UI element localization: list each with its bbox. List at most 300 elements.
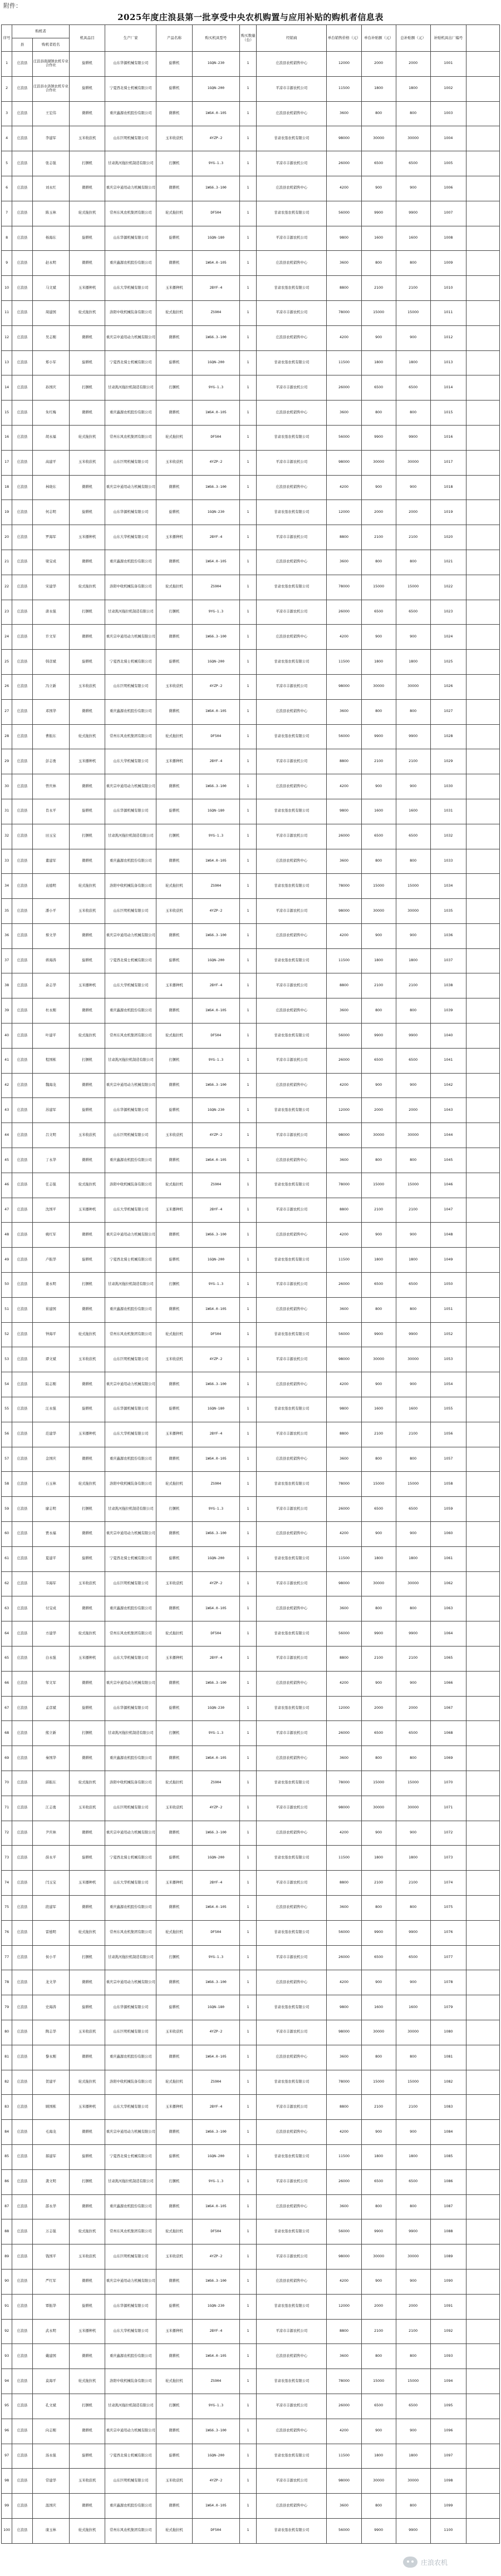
cell-dealer: 平凉市丰源农机公司	[257, 1048, 327, 1073]
cell-seq: 67	[2, 1696, 12, 1721]
cell-dealer: 甘肃农垦农机有限公司	[257, 1920, 327, 1945]
cell-buyer-name: 王宏伟	[32, 101, 69, 126]
cell-seq: 65	[2, 1647, 12, 1672]
cell-total-subsidy: 30000	[396, 1571, 430, 1596]
cell-blank	[466, 1522, 499, 1547]
cell-product-name: 打捆机	[156, 1721, 192, 1746]
cell-total-subsidy: 900	[396, 1821, 430, 1846]
cell-seq: 13	[2, 350, 12, 375]
cell-machine-category: 微耕机	[70, 1970, 105, 1995]
cell-total-subsidy: 1600	[396, 1995, 430, 2020]
cell-dealer: 平凉市丰源农机公司	[257, 1571, 327, 1596]
table-row	[2, 1945, 500, 1970]
cell-manufacturer: 山东华源机械有限公司	[105, 2294, 156, 2319]
cell-blank	[466, 101, 499, 126]
cell-dealer: 平凉市丰源农机公司	[257, 76, 327, 101]
cell-subsidy: 800	[361, 251, 396, 276]
cell-buyer-name: 廖志明	[32, 1497, 69, 1522]
cell-buyer-name: 孔文斌	[32, 2394, 69, 2419]
table-row	[2, 2319, 500, 2344]
table-row	[2, 923, 500, 948]
cell-product-name: 微耕机	[156, 1447, 192, 1472]
cell-blank	[466, 1472, 499, 1497]
cell-blank	[466, 1397, 499, 1422]
cell-subsidy: 6500	[361, 2169, 396, 2194]
cell-machine-category: 轮式拖拉机	[70, 300, 105, 325]
cell-machine-category: 轮式拖拉机	[70, 2070, 105, 2095]
cell-county: 庄浪县	[12, 973, 32, 998]
cell-seq: 38	[2, 973, 12, 998]
cell-seq: 79	[2, 1995, 12, 2020]
cell-dealer: 庄浪县农机销售中心	[257, 699, 327, 724]
cell-buyer-name: 黎永刚	[32, 2045, 69, 2070]
cell-model: 2BYF-4	[192, 1198, 240, 1223]
cell-dealer: 平凉市丰源农机公司	[257, 1198, 327, 1223]
cell-model: 2BYF-4	[192, 525, 240, 550]
cell-county: 庄浪县	[12, 1746, 32, 1771]
cell-product-name: 微耕机	[156, 625, 192, 650]
cell-model: 1GQN-200	[192, 2144, 240, 2169]
cell-dealer: 庄浪县农机销售中心	[257, 550, 327, 575]
cell-manufacturer: 重庆鑫源农机股份有限公司	[105, 251, 156, 276]
cell-machine-category: 打捆机	[70, 2169, 105, 2194]
cell-manufacturer: 洛阳中收机械装备有限公司	[105, 874, 156, 899]
cell-product-name: 旋耕机	[156, 76, 192, 101]
cell-machine-category: 轮式拖拉机	[70, 1472, 105, 1497]
cell-subsidy: 30000	[361, 1796, 396, 1821]
cell-factory-no: 1028	[430, 724, 466, 749]
cell-county: 庄浪县	[12, 1647, 32, 1672]
cell-subsidy: 15000	[361, 874, 396, 899]
cell-product-name: 轮式拖拉机	[156, 201, 192, 226]
cell-seq: 56	[2, 1422, 12, 1447]
cell-buyer-name: 林晓东	[32, 475, 69, 500]
cell-product-name: 玉米收获机	[156, 2244, 192, 2270]
cell-factory-no: 1032	[430, 824, 466, 849]
cell-blank	[466, 176, 499, 201]
cell-dealer: 甘肃农垦农机有限公司	[257, 650, 327, 675]
cell-model: DF504	[192, 724, 240, 749]
cell-product-name: 微耕机	[156, 251, 192, 276]
cell-qty: 1	[240, 425, 257, 450]
cell-machine-category: 轮式拖拉机	[70, 2518, 105, 2543]
cell-manufacturer: 重庆鑫源农机股份有限公司	[105, 2494, 156, 2519]
cell-county: 庄浪县	[12, 824, 32, 849]
cell-factory-no: 1013	[430, 350, 466, 375]
cell-total-subsidy: 800	[396, 849, 430, 874]
cell-buyer-name: 胡永福	[32, 425, 69, 450]
cell-county: 庄浪县	[12, 923, 32, 948]
cell-dealer: 甘肃农垦农机有限公司	[257, 2070, 327, 2095]
cell-machine-category: 微耕机	[70, 1746, 105, 1771]
cell-qty: 1	[240, 2169, 257, 2194]
cell-unit-price: 12000	[327, 500, 361, 525]
cell-subsidy: 2000	[361, 2294, 396, 2319]
cell-blank	[466, 2319, 499, 2344]
cell-product-name: 旋耕机	[156, 500, 192, 525]
cell-seq: 53	[2, 1347, 12, 1372]
cell-unit-price: 4200	[327, 1522, 361, 1547]
cell-factory-no: 1090	[430, 2269, 466, 2294]
table-row	[2, 1497, 500, 1522]
cell-blank	[466, 1447, 499, 1472]
table-row	[2, 1372, 500, 1397]
cell-subsidy: 1600	[361, 799, 396, 824]
cell-machine-category: 微耕机	[70, 1447, 105, 1472]
cell-manufacturer: 重庆宗申通用动力机械有限公司	[105, 475, 156, 500]
cell-seq: 72	[2, 1821, 12, 1846]
cell-total-subsidy: 15000	[396, 300, 430, 325]
cell-county: 庄浪县	[12, 724, 32, 749]
cell-model: 1GQN-180	[192, 1397, 240, 1422]
cell-unit-price: 4200	[327, 475, 361, 500]
table-row	[2, 2020, 500, 2045]
table-row	[2, 76, 500, 101]
cell-county: 庄浪县	[12, 575, 32, 600]
cell-unit-price: 3600	[327, 1447, 361, 1472]
cell-product-name: 微耕机	[156, 2419, 192, 2444]
cell-factory-no: 1078	[430, 1970, 466, 1995]
cell-factory-no: 1079	[430, 1995, 466, 2020]
cell-county: 庄浪县	[12, 2294, 32, 2319]
cell-unit-price: 98000	[327, 1571, 361, 1596]
cell-model: 1WG6.3-100	[192, 1671, 240, 1696]
cell-qty: 1	[240, 201, 257, 226]
cell-factory-no: 1041	[430, 1048, 466, 1073]
cell-machine-category: 玉米收获机	[70, 2244, 105, 2270]
cell-model: 1GQN-180	[192, 1995, 240, 2020]
cell-dealer: 甘肃农垦农机有限公司	[257, 2294, 327, 2319]
cell-manufacturer: 重庆宗申通用动力机械有限公司	[105, 1970, 156, 1995]
cell-qty: 1	[240, 2219, 257, 2244]
cell-product-name: 旋耕机	[156, 52, 192, 77]
cell-buyer-name: 尹庆林	[32, 1821, 69, 1846]
cell-blank	[466, 1721, 499, 1746]
cell-machine-category: 微耕机	[70, 550, 105, 575]
header-qty: 购买数量（台）	[240, 25, 257, 52]
cell-manufacturer: 甘肃洮河拖拉机制造有限公司	[105, 151, 156, 176]
cell-product-name: 轮式拖拉机	[156, 1771, 192, 1796]
cell-unit-price: 4200	[327, 2120, 361, 2145]
cell-subsidy: 2100	[361, 973, 396, 998]
cell-model: 1WG6.3-100	[192, 774, 240, 799]
cell-model: 2BYF-4	[192, 2319, 240, 2344]
cell-qty: 1	[240, 2444, 257, 2469]
cell-model: 1WG6.3-100	[192, 1522, 240, 1547]
cell-unit-price: 98000	[327, 2244, 361, 2270]
cell-total-subsidy: 800	[396, 1895, 430, 1920]
cell-manufacturer: 重庆鑫源农机股份有限公司	[105, 101, 156, 126]
cell-dealer: 甘肃农垦农机有限公司	[257, 724, 327, 749]
cell-county: 庄浪县	[12, 251, 32, 276]
cell-unit-price: 8800	[327, 2319, 361, 2344]
cell-manufacturer: 重庆宗申通用动力机械有限公司	[105, 1671, 156, 1696]
cell-total-subsidy: 1800	[396, 1546, 430, 1571]
table-row	[2, 1347, 500, 1372]
cell-product-name: 轮式拖拉机	[156, 1920, 192, 1945]
cell-qty: 1	[240, 1522, 257, 1547]
cell-county: 庄浪县	[12, 899, 32, 924]
cell-county: 庄浪县	[12, 325, 32, 350]
cell-unit-price: 56000	[327, 1322, 361, 1347]
cell-total-subsidy: 900	[396, 2120, 430, 2145]
cell-unit-price: 11500	[327, 1546, 361, 1571]
cell-blank	[466, 1123, 499, 1148]
cell-factory-no: 1034	[430, 874, 466, 899]
cell-unit-price: 26000	[327, 824, 361, 849]
cell-model: 1WG4.0-105	[192, 1447, 240, 1472]
cell-county: 庄浪县	[12, 2494, 32, 2519]
cell-blank	[466, 2169, 499, 2194]
cell-total-subsidy: 800	[396, 1148, 430, 1173]
cell-factory-no: 1019	[430, 500, 466, 525]
cell-manufacturer: 山东大华机械有限公司	[105, 276, 156, 301]
cell-buyer-name: 马文斌	[32, 276, 69, 301]
table-row	[2, 575, 500, 600]
cell-subsidy: 900	[361, 1522, 396, 1547]
cell-factory-no: 1088	[430, 2219, 466, 2244]
table-row	[2, 1821, 500, 1846]
table-row	[2, 401, 500, 426]
cell-buyer-name: 叶建平	[32, 1024, 69, 1049]
cell-subsidy: 1800	[361, 2144, 396, 2169]
cell-machine-category: 玉米播种机	[70, 525, 105, 550]
cell-county: 庄浪县	[12, 2369, 32, 2394]
cell-county: 庄浪县	[12, 1347, 32, 1372]
cell-county: 庄浪县	[12, 2319, 32, 2344]
cell-subsidy: 1800	[361, 948, 396, 973]
cell-qty: 1	[240, 1198, 257, 1223]
cell-buyer-name: 付宝成	[32, 1596, 69, 1621]
table-row	[2, 1447, 500, 1472]
cell-seq: 27	[2, 699, 12, 724]
table-row	[2, 475, 500, 500]
cell-product-name: 旋耕机	[156, 226, 192, 251]
cell-county: 庄浪县	[12, 2518, 32, 2543]
cell-blank	[466, 126, 499, 151]
cell-model: 1GQN-200	[192, 1546, 240, 1571]
cell-unit-price: 11500	[327, 650, 361, 675]
cell-factory-no: 1054	[430, 1372, 466, 1397]
cell-machine-category: 玉米播种机	[70, 1422, 105, 1447]
cell-dealer: 庄浪县农机销售中心	[257, 52, 327, 77]
table-row	[2, 699, 500, 724]
cell-product-name: 旋耕机	[156, 948, 192, 973]
cell-factory-no: 1071	[430, 1796, 466, 1821]
cell-total-subsidy: 900	[396, 325, 430, 350]
cell-blank	[466, 76, 499, 101]
cell-unit-price: 56000	[327, 1920, 361, 1945]
cell-county: 庄浪县	[12, 2244, 32, 2270]
cell-buyer-name: 龙文华	[32, 1970, 69, 1995]
cell-total-subsidy: 9900	[396, 1920, 430, 1945]
cell-model: 2BYF-4	[192, 749, 240, 774]
cell-product-name: 微耕机	[156, 2194, 192, 2219]
cell-manufacturer: 山东华源机械有限公司	[105, 1696, 156, 1721]
cell-manufacturer: 常州东风农机集团有限公司	[105, 1322, 156, 1347]
cell-model: 1GQN-230	[192, 2294, 240, 2319]
cell-total-subsidy: 800	[396, 401, 430, 426]
cell-unit-price: 11500	[327, 1248, 361, 1273]
cell-model: 9YG-1.3	[192, 1721, 240, 1746]
cell-factory-no: 1075	[430, 1895, 466, 1920]
cell-qty: 1	[240, 2269, 257, 2294]
cell-buyer-name: 韦海军	[32, 1571, 69, 1596]
cell-buyer-name: 丁永华	[32, 1148, 69, 1173]
cell-qty: 1	[240, 1647, 257, 1672]
cell-factory-no: 1099	[430, 2494, 466, 2519]
cell-qty: 1	[240, 1721, 257, 1746]
cell-seq: 89	[2, 2244, 12, 2270]
cell-buyer-name: 顾国栋	[32, 2095, 69, 2120]
table-row	[2, 1198, 500, 1223]
cell-product-name: 微耕机	[156, 1223, 192, 1248]
cell-dealer: 平凉市丰源农机公司	[257, 2394, 327, 2419]
cell-manufacturer: 重庆鑫源农机股份有限公司	[105, 2344, 156, 2369]
cell-machine-category: 玉米播种机	[70, 749, 105, 774]
cell-dealer: 甘肃农垦农机有限公司	[257, 2444, 327, 2469]
cell-qty: 1	[240, 625, 257, 650]
table-row	[2, 1273, 500, 1298]
cell-dealer: 庄浪县农机销售中心	[257, 1746, 327, 1771]
cell-machine-category: 轮式拖拉机	[70, 874, 105, 899]
cell-model: 4YZP-2	[192, 1796, 240, 1821]
cell-dealer: 平凉市丰源农机公司	[257, 973, 327, 998]
cell-factory-no: 1017	[430, 450, 466, 475]
cell-machine-category: 微耕机	[70, 325, 105, 350]
cell-qty: 1	[240, 1347, 257, 1372]
cell-factory-no: 1095	[430, 2394, 466, 2419]
cell-machine-category: 轮式拖拉机	[70, 1771, 105, 1796]
cell-qty: 1	[240, 475, 257, 500]
cell-subsidy: 800	[361, 1895, 396, 1920]
cell-manufacturer: 洛阳中收机械装备有限公司	[105, 575, 156, 600]
cell-buyer-name: 崔建国	[32, 1297, 69, 1322]
table-row	[2, 1148, 500, 1173]
cell-model: 1WG4.0-105	[192, 699, 240, 724]
cell-blank	[466, 550, 499, 575]
cell-factory-no: 1073	[430, 1846, 466, 1871]
cell-qty: 1	[240, 375, 257, 401]
cell-machine-category: 微耕机	[70, 2344, 105, 2369]
cell-factory-no: 1026	[430, 674, 466, 699]
cell-manufacturer: 山东巨明机械有限公司	[105, 450, 156, 475]
cell-subsidy: 800	[361, 1746, 396, 1771]
cell-seq: 85	[2, 2144, 12, 2169]
cell-buyer-name: 熊立新	[32, 1721, 69, 1746]
header-product-name: 产品名称	[156, 25, 192, 52]
cell-model: 2BYF-4	[192, 276, 240, 301]
cell-seq: 91	[2, 2294, 12, 2319]
cell-dealer: 庄浪县农机销售中心	[257, 1148, 327, 1173]
cell-product-name: 轮式拖拉机	[156, 425, 192, 450]
cell-factory-no: 1038	[430, 973, 466, 998]
cell-qty: 1	[240, 1098, 257, 1123]
cell-model: 9YG-1.3	[192, 600, 240, 625]
cell-buyer-name: 常建华	[32, 2469, 69, 2494]
cell-subsidy: 2000	[361, 1696, 396, 1721]
cell-total-subsidy: 1800	[396, 650, 430, 675]
cell-product-name: 微耕机	[156, 2120, 192, 2145]
cell-total-subsidy: 1600	[396, 1397, 430, 1422]
cell-subsidy: 2100	[361, 276, 396, 301]
cell-qty: 1	[240, 350, 257, 375]
cell-factory-no: 1051	[430, 1297, 466, 1322]
cell-qty: 1	[240, 325, 257, 350]
cell-factory-no: 1082	[430, 2070, 466, 2095]
cell-product-name: 打捆机	[156, 2169, 192, 2194]
cell-dealer: 庄浪县农机销售中心	[257, 2120, 327, 2145]
cell-product-name: 玉米播种机	[156, 1422, 192, 1447]
cell-county: 庄浪县	[12, 500, 32, 525]
cell-total-subsidy: 1800	[396, 76, 430, 101]
cell-factory-no: 1002	[430, 76, 466, 101]
cell-blank	[466, 1970, 499, 1995]
cell-qty: 1	[240, 276, 257, 301]
cell-factory-no: 1072	[430, 1821, 466, 1846]
cell-manufacturer: 重庆鑫源农机股份有限公司	[105, 401, 156, 426]
cell-unit-price: 4200	[327, 176, 361, 201]
cell-county: 庄浪县	[12, 2070, 32, 2095]
cell-model: 4YZP-2	[192, 674, 240, 699]
cell-qty: 1	[240, 674, 257, 699]
cell-seq: 25	[2, 650, 12, 675]
cell-total-subsidy: 2100	[396, 1198, 430, 1223]
table-row	[2, 1123, 500, 1148]
cell-buyer-name: 田玉宝	[32, 824, 69, 849]
cell-factory-no: 1085	[430, 2144, 466, 2169]
cell-product-name: 微耕机	[156, 2494, 192, 2519]
cell-qty: 1	[240, 176, 257, 201]
table-row	[2, 1671, 500, 1696]
cell-qty: 1	[240, 774, 257, 799]
cell-model: 1WG4.0-105	[192, 2045, 240, 2070]
cell-dealer: 庄浪县农机销售中心	[257, 325, 327, 350]
table-row	[2, 973, 500, 998]
cell-manufacturer: 重庆宗申通用动力机械有限公司	[105, 2269, 156, 2294]
cell-total-subsidy: 30000	[396, 2020, 430, 2045]
cell-county: 庄浪县	[12, 475, 32, 500]
cell-product-name: 轮式拖拉机	[156, 300, 192, 325]
cell-unit-price: 4200	[327, 1372, 361, 1397]
cell-total-subsidy: 800	[396, 2344, 430, 2369]
cell-seq: 31	[2, 799, 12, 824]
cell-seq: 46	[2, 1173, 12, 1198]
cell-qty: 1	[240, 2319, 257, 2344]
cell-total-subsidy: 900	[396, 2419, 430, 2444]
cell-blank	[466, 2045, 499, 2070]
cell-machine-category: 打捆机	[70, 151, 105, 176]
cell-unit-price: 11500	[327, 350, 361, 375]
cell-qty: 1	[240, 1571, 257, 1596]
cell-dealer: 平凉市丰源农机公司	[257, 1945, 327, 1970]
cell-unit-price: 78000	[327, 2070, 361, 2095]
cell-model: 1WG4.0-105	[192, 101, 240, 126]
cell-unit-price: 4200	[327, 2419, 361, 2444]
cell-dealer: 平凉市丰源农机公司	[257, 2244, 327, 2270]
cell-county: 庄浪县	[12, 2120, 32, 2145]
table-row	[2, 101, 500, 126]
cell-buyer-name: 陆志刚	[32, 1372, 69, 1397]
cell-blank	[466, 325, 499, 350]
cell-product-name: 旋耕机	[156, 2144, 192, 2169]
cell-factory-no: 1042	[430, 1073, 466, 1098]
cell-factory-no: 1007	[430, 201, 466, 226]
cell-model: 4YZP-2	[192, 2469, 240, 2494]
cell-product-name: 轮式拖拉机	[156, 2518, 192, 2543]
cell-machine-category: 打捆机	[70, 1721, 105, 1746]
cell-unit-price: 4200	[327, 774, 361, 799]
